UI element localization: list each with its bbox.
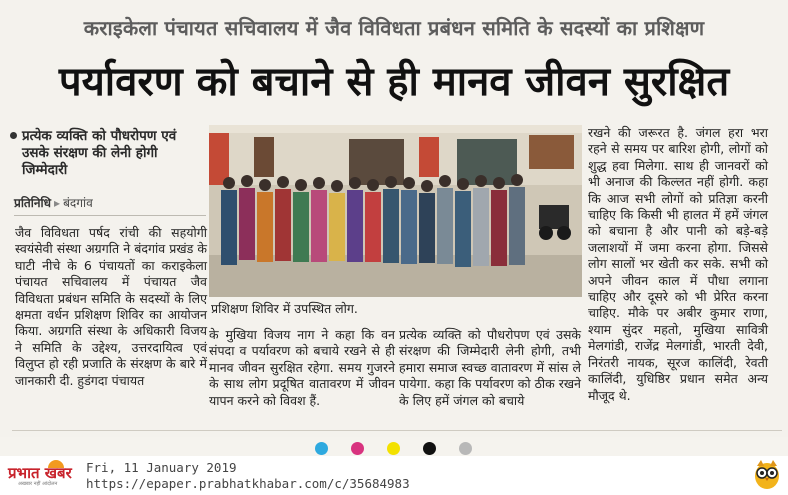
epaper-footer xyxy=(0,456,788,495)
byline-label: प्रतिनिधि xyxy=(14,196,52,210)
page-divider xyxy=(12,430,782,431)
edition-meta xyxy=(86,460,410,492)
article-headline: पर्यावरण को बचाने से ही मानव जीवन सुरक्षित xyxy=(58,59,730,105)
bullet-icon xyxy=(10,132,17,139)
yellow-swatch xyxy=(387,442,400,455)
cyan-swatch xyxy=(315,442,328,455)
column-middle-2-text: प्रत्येक व्यक्ति को पौधरोपण एवं उसके संरक्षण की जिम्मेदारी लेनी होगी, तभी हमारा समाज स्वच्छ वातावरण में सांस ले पायेगा. कहा कि पर्यावरण को ठीक रखने के लिए हमें जंगल को बचाये xyxy=(399,327,581,408)
edition-url-link[interactable]: https://epaper.prabhatkhabar.com/c/35684983 xyxy=(86,476,410,491)
column-middle-2 xyxy=(399,327,581,409)
column-right-text: रखने की जरूरत है. जंगल हरा भरा रहने से समय पर बारिश होगी, लोगों को शुद्ध हवा मिलेगा. साथ ही जानवरों को भी अनाज की किल्लत नहीं होगी. कहा कि आज सभी लोगों को प्रतिज्ञा करनी चाहिए कि किसी भी हालत में हमें जंगल को बचाना है और पानी को बड़े-बड़े जलाशयों में जमा करना होगा. जिससे लोग सालों भर खेती कर सके. सभी को अपने जीवन काल में पौधा लगाना चाहिए और दूसरे को भी प्रेरित करना चाहिए. मौके पर अबीर कुमार राणा, श्याम सुंदर महतो, मुखिया सावित्री मेलगांडी, राजेंद्र मेलगांडी, भारती देवी, निरंतरी नायक, सूरज कालिंदी, रेवती कालिंदी, युधिष्ठिर प्रधान समेत अन्य मौजूद थे. xyxy=(588,125,768,403)
column-middle-1-text: के मुखिया विजय नाग ने कहा कि वन संपदा व पर्यावरण को बचाये रखने से ही मानव जीवन सुरक्षित रहेगा. समय गुजरने के साथ लोग प्रदूषित वातावरण में जीवन यापन करने को विवश हैं. xyxy=(209,327,395,408)
logo-tagline: अखबार नहीं आंदोलन xyxy=(18,481,58,487)
edition-date: Fri, 11 January 2019 xyxy=(86,460,237,475)
gray-swatch xyxy=(459,442,472,455)
owl-icon[interactable] xyxy=(751,458,783,490)
photo-caption: प्रशिक्षण शिविर में उपस्थित लोग. xyxy=(211,301,358,316)
arrow-icon: ▸ xyxy=(54,196,61,210)
group-photo-illustration xyxy=(209,125,582,297)
column-right xyxy=(588,125,768,404)
black-swatch xyxy=(423,442,436,455)
column-left xyxy=(15,225,207,389)
article-kicker: कराइकेला पंचायत सचिवालय में जैव विविधता प्रबंधन समिति के सदस्यों का प्रशिक्षण xyxy=(83,16,705,40)
highlight-text: प्रत्येक व्यक्ति को पौधरोपण एवं उसके संरक्षण की लेनी होगी जिम्मेदारी xyxy=(22,128,177,178)
magenta-swatch xyxy=(351,442,364,455)
byline-place: बंदगांव xyxy=(63,196,93,210)
byline xyxy=(14,194,206,216)
column-left-text: जैव विविधता पर्षद रांची की सहयोगी स्वयंसेवी संस्था अग्रगति ने बंदगांव प्रखंड के घाटी नीचे के 6 पंचायतों का कराइकेला पंचायत सचिवालय में पंचायत जैव विविधता प्रबंधन समिति के सदस्यों के लिए क्षमता वर्धन प्रशिक्षण शिविर का आयोजन किया. अग्रगति संस्था के अधिकारी विजय ने समिति के उद्देश्य, उत्तरदायित्व एवं विलुप्त हो रही प्रजाति के संरक्षण के बारे में जानकारी दी. हुडंगदा पंचायत xyxy=(15,225,207,388)
print-registration-marks xyxy=(315,442,485,456)
logo-text: प्रभात खबर xyxy=(8,464,72,482)
prabhat-khabar-logo[interactable] xyxy=(8,459,78,489)
column-middle-1 xyxy=(209,327,395,409)
article-photo xyxy=(209,125,582,297)
article-highlight xyxy=(22,128,207,179)
